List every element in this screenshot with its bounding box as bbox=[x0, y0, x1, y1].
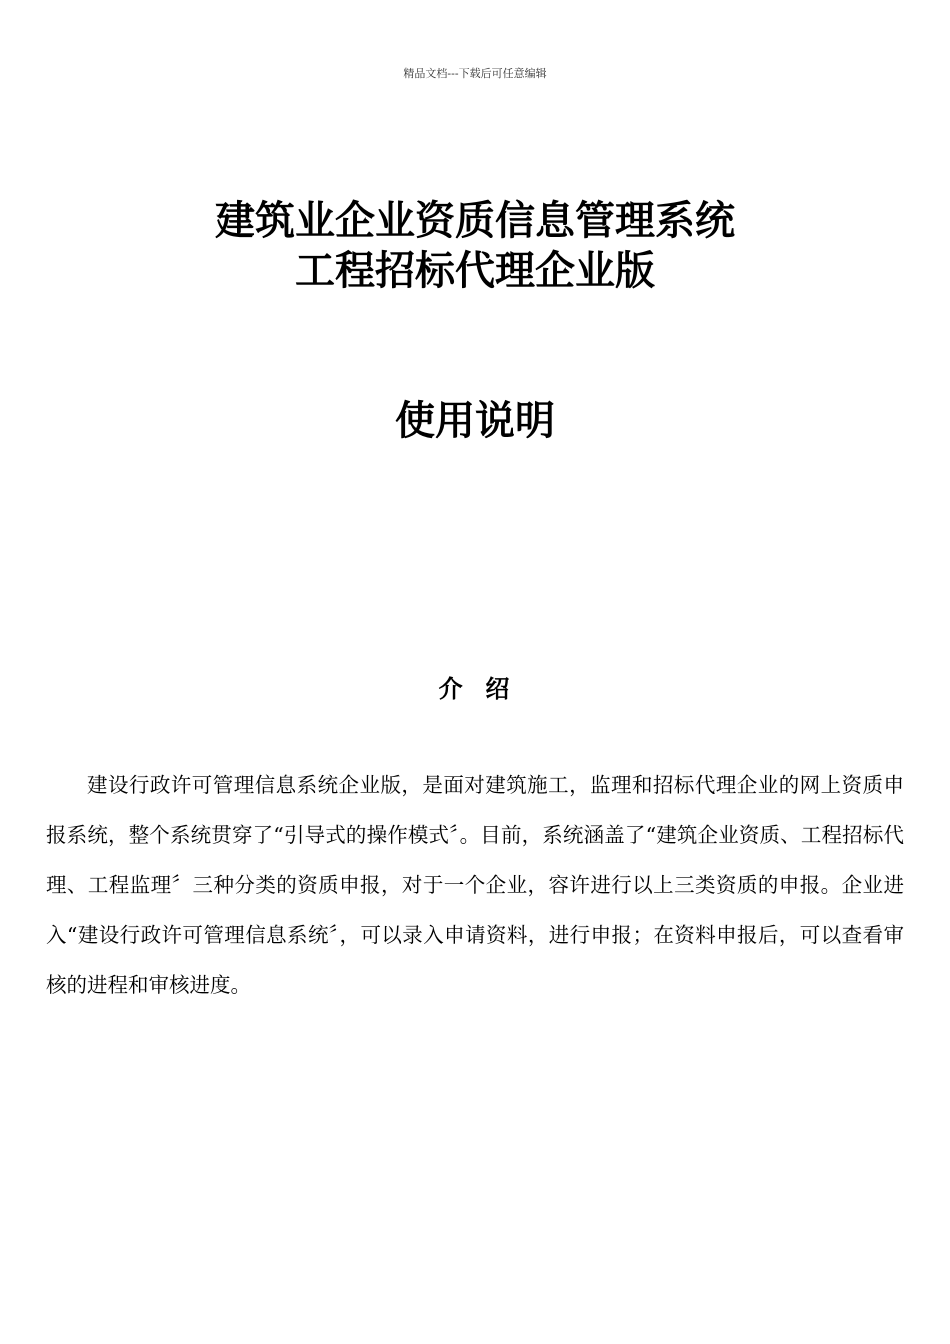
title-line-1: 建筑业企业资质信息管理系统 bbox=[215, 197, 735, 244]
document-title bbox=[0, 196, 950, 296]
document-subtitle: 使用说明 bbox=[395, 397, 555, 444]
intro-heading: 介 绍 bbox=[438, 674, 512, 703]
title-line-2: 工程招标代理企业版 bbox=[295, 247, 655, 294]
page-header-note: 精品文档---下载后可任意编辑 bbox=[403, 67, 547, 80]
intro-paragraph: 建设行政许可管理信息系统企业版，是面对建筑施工，监理和招标代理企业的网上资质申报系统，整个系统贯穿了“引导式的操作模式〞。目前，系统涵盖了“建筑企业资质、工程招标代理、工程监理〞三种分类的资质申报，对于一个企业，容许进行以上三类资质的申报。企业进入“建设行政许可管理信息系统〞，可以录入申请资料，进行申报；在资料申报后，可以查看审核的进程和审核进度。 bbox=[46, 773, 904, 997]
